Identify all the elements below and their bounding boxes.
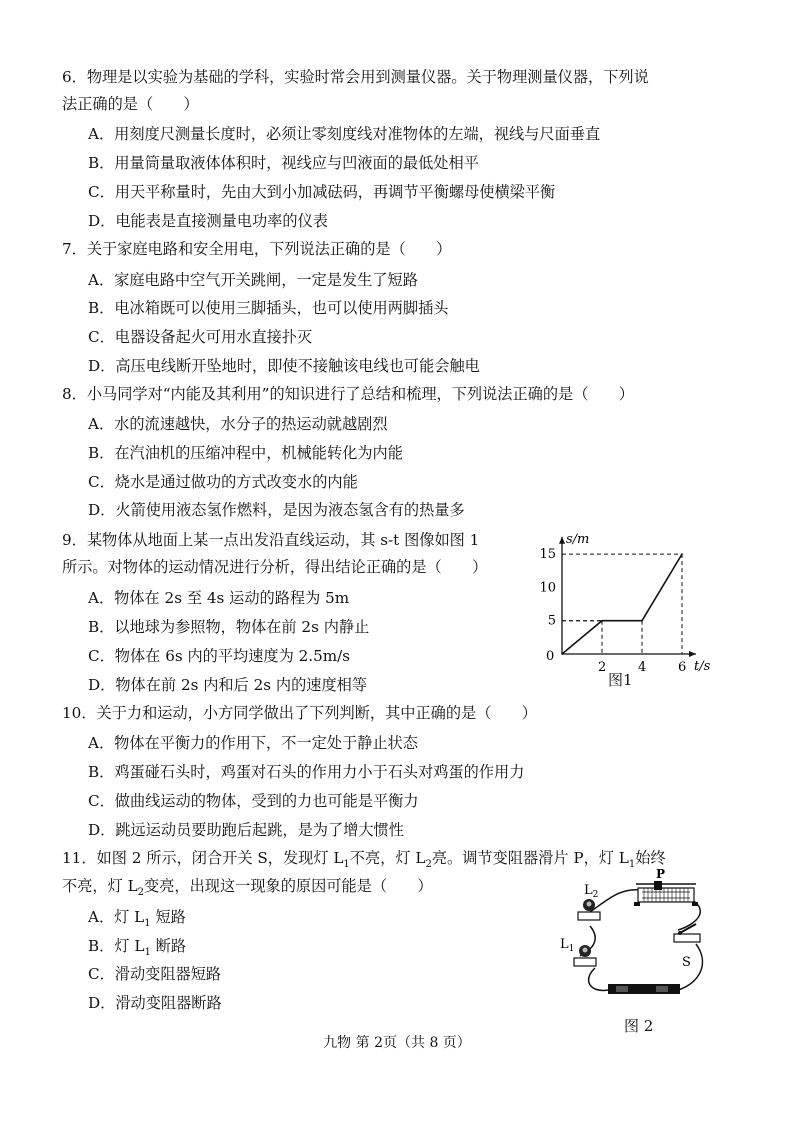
y-tick-label: 10	[539, 580, 556, 596]
q11-sub: 1	[343, 859, 350, 871]
option-8b: B．在汽油机的压缩冲程中，机械能转化为内能	[88, 444, 403, 462]
option-9a: A．物体在 2s 至 4s 运动的路程为 5m	[88, 589, 350, 607]
circuit-wire	[589, 968, 608, 990]
option-11a: A．灯 $L_1$ 短路	[88, 908, 186, 930]
data-point	[681, 553, 683, 555]
option-11d: D．滑动变阻器断路	[88, 994, 222, 1012]
data-point	[601, 620, 603, 622]
q11-sub: 1	[628, 859, 636, 871]
option-8a: A．水的流速越快，水分子的热运动就越剧烈	[88, 415, 388, 433]
rheostat	[634, 881, 698, 906]
q11-sub: 2	[137, 887, 145, 899]
y-axis-arrow	[559, 537, 565, 544]
option-10d: D．跳远运动员要助跑后起跳，是为了增大惯性	[88, 821, 404, 839]
q11-text: 亮。调节变阻器滑片 P，灯 L	[431, 849, 629, 867]
question-6-stem-cont: 法正确的是（ ）	[62, 95, 199, 113]
figure-1-caption: 图1	[608, 671, 633, 689]
option-6b: B．用量筒量取液体体积时，视线应与凹液面的最低处相平	[88, 154, 479, 172]
question-7-stem: 7．关于家庭电路和安全用电，下列说法正确的是（ ）	[62, 240, 452, 258]
x-tick-label: 6	[678, 660, 687, 675]
option-11c: C．滑动变阻器短路	[88, 965, 222, 983]
q11-text: 11．如图 2 所示，闭合开关 S，发现灯 L	[62, 849, 344, 867]
x-tick-label: 4	[638, 660, 647, 675]
tick-label-origin: 0	[546, 649, 555, 664]
option-10a: A．物体在平衡力的作用下，不一定处于静止状态	[88, 734, 418, 752]
option-9d: D．物体在前 2s 内和后 2s 内的速度相等	[88, 676, 368, 694]
y-tick-label: 5	[547, 613, 556, 629]
y-tick-label: 15	[539, 547, 556, 563]
question-9-stem: 9．某物体从地面上某一点出发沿直线运动，其 s-t 图像如图 1	[62, 531, 480, 549]
option-6c: C．用天平称量时，先由大到小加减砝码，再调节平衡螺母使横梁平衡	[88, 183, 556, 201]
option-9b: B．以地球为参照物，物体在前 2s 内静止	[88, 618, 370, 636]
option-6d: D．电能表是直接测量电功率的仪表	[88, 212, 328, 230]
option-10b: B．鸡蛋碰石头时，鸡蛋对石头的作用力小于石头对鸡蛋的作用力	[88, 763, 525, 781]
figure-1-st-graph	[530, 506, 710, 676]
option-7d: D．高压电线断开坠地时，即使不接触该电线也可能会触电	[88, 357, 480, 375]
label-l2: $L_2$	[584, 883, 599, 900]
series-line	[562, 554, 682, 654]
option-7a: A．家庭电路中空气开关跳闸，一定是发生了短路	[88, 271, 418, 289]
x-axis-arrow	[689, 651, 696, 657]
battery	[608, 984, 680, 994]
lamp-l2	[578, 899, 600, 920]
data-point	[641, 620, 643, 622]
option-8d: D．火箭使用液态氢作燃料，是因为液态氢含有的热量多	[88, 501, 465, 519]
lamp-l1	[574, 945, 596, 966]
question-8-stem: 8．小马同学对“内能及其利用”的知识进行了总结和梳理，下列说法正确的是（ ）	[62, 385, 634, 403]
data-point	[561, 653, 563, 655]
option-11b: B．灯 $L_1$ 断路	[88, 937, 187, 959]
graph-series	[561, 553, 683, 655]
label-l1: $L_1$	[560, 937, 575, 954]
y-axis-label: s/m	[566, 531, 590, 547]
option-10c: C．做曲线运动的物体，受到的力也可能是平衡力	[88, 792, 419, 810]
question-9-stem-cont: 所示。对物体的运动情况进行分析，得出结论正确的是（ ）	[62, 558, 488, 576]
page-footer: 九物 第 2页（共 8 页）	[323, 1035, 471, 1051]
q11-sub: 2	[425, 859, 432, 871]
option-6a: A．用刻度尺测量长度时，必须让零刻度线对准物体的左端，视线与尺面垂直	[88, 125, 601, 143]
label-p: P	[656, 868, 666, 881]
x-tick-label: 2	[598, 660, 607, 675]
figure-2-circuit	[550, 868, 730, 1006]
option-7b: B．电冰箱既可以使用三脚插头，也可以使用两脚插头	[88, 299, 449, 317]
q11-text: 不亮，灯 L	[62, 877, 138, 895]
option-9c: C．物体在 6s 内的平均速度为 2.5m/s	[88, 647, 351, 665]
q11-text: 变亮，出现这一现象的原因可能是（ ）	[144, 877, 433, 895]
question-6-stem: 6．物理是以实验为基础的学科，实验时常会用到测量仪器。关于物理测量仪器，下列说	[62, 68, 649, 86]
figure-2-caption: 图 2	[624, 1017, 654, 1035]
q11-text: 始终	[635, 849, 666, 867]
question-10-stem: 10．关于力和运动，小方同学做出了下列判断，其中正确的是（ ）	[62, 704, 537, 722]
x-axis-label: t/s	[694, 659, 710, 674]
label-s: S	[682, 955, 691, 970]
option-8c: C．烧水是通过做功的方式改变水的内能	[88, 473, 358, 491]
option-7c: C．电器设备起火可用水直接扑灭	[88, 328, 313, 346]
q11-text: 不亮，灯 L	[349, 849, 426, 867]
